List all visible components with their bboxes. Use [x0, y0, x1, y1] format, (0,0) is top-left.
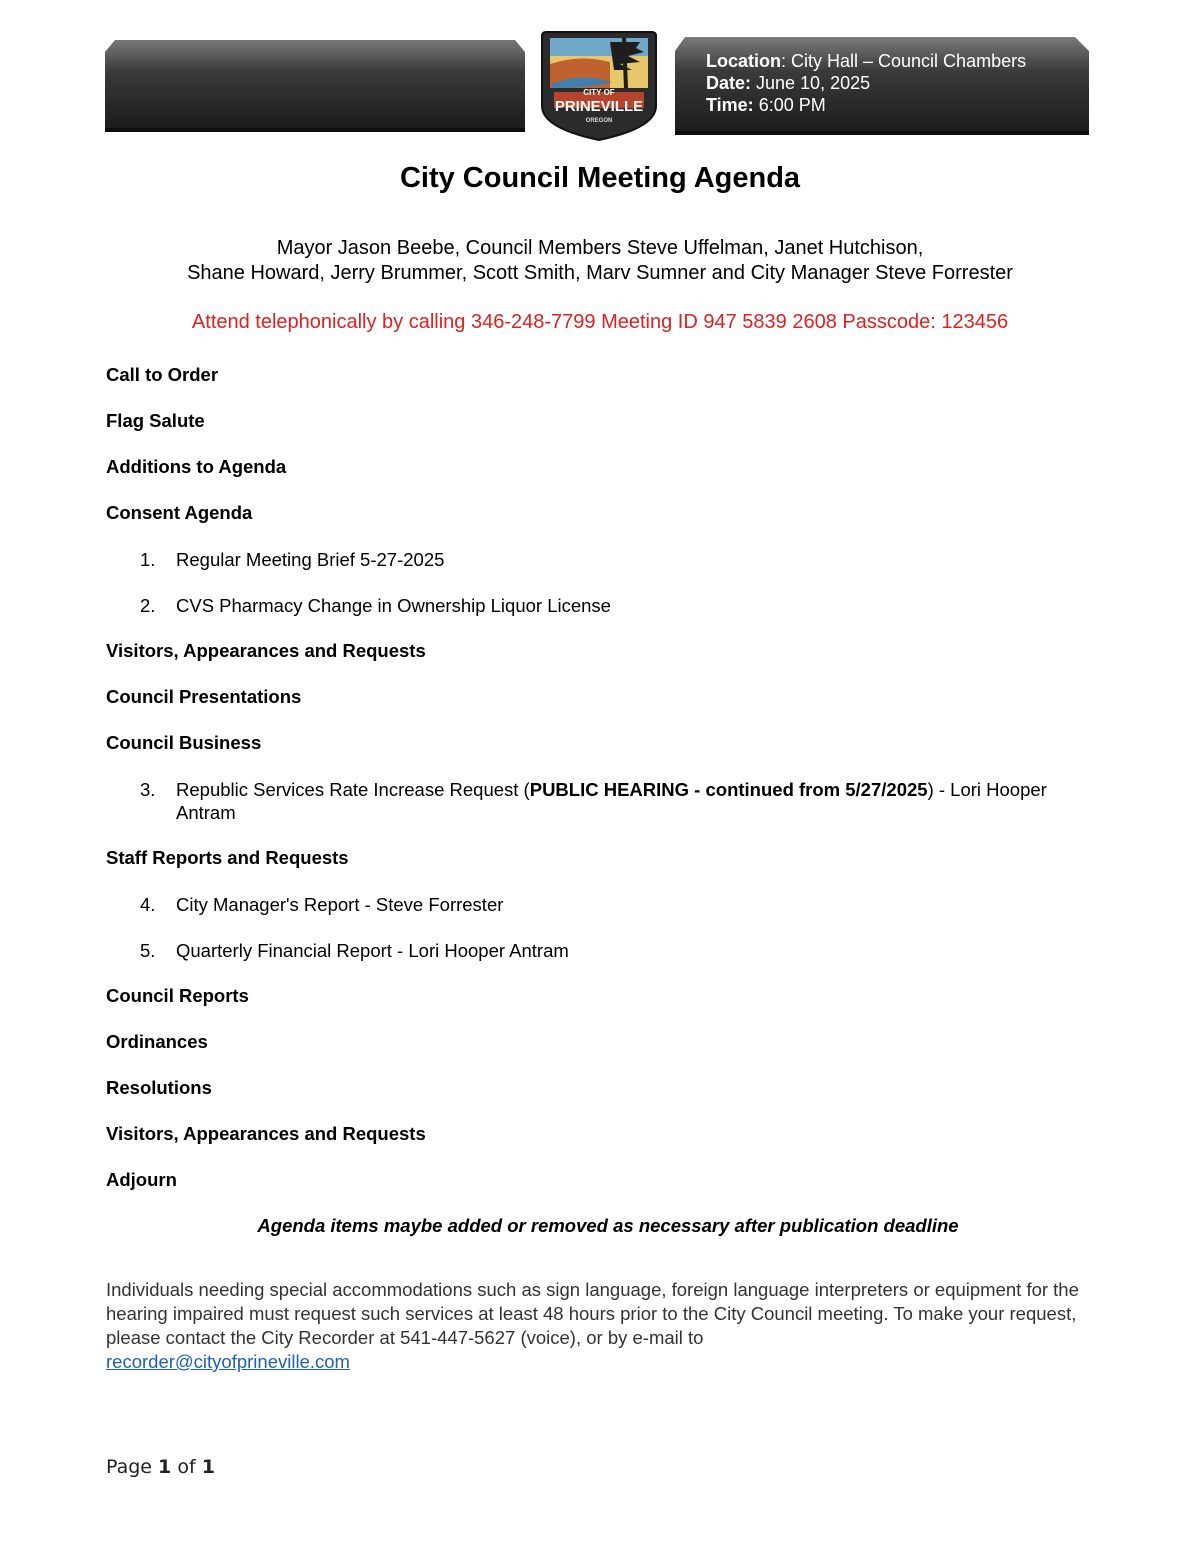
item-text-pre: Republic Services Rate Increase Request ( — [176, 779, 530, 800]
location-value: : City Hall – Council Chambers — [781, 51, 1027, 71]
location-label: Location — [706, 51, 781, 71]
section-call-to-order: Call to Order — [106, 364, 219, 385]
header-banner-left — [105, 40, 525, 132]
section-consent-agenda: Consent Agenda — [106, 502, 253, 523]
item-text: City Manager's Report - Steve Forrester — [176, 894, 504, 915]
page-word: Page — [106, 1456, 152, 1478]
logo-city-of: CITY OF — [583, 88, 615, 97]
section-council-business: Council Business — [106, 732, 262, 753]
item-text — [176, 778, 1056, 824]
date-label: Date: — [706, 73, 752, 93]
item-number: 2. — [140, 595, 156, 616]
section-council-presentations: Council Presentations — [106, 686, 302, 707]
location-line — [706, 50, 1026, 72]
item-number: 3. — [140, 779, 156, 800]
agenda-note: Agenda items maybe added or removed as necessary after publication deadline — [257, 1215, 959, 1236]
page-total: 1 — [201, 1456, 215, 1478]
time-label: Time: — [706, 95, 754, 115]
members-line-2: Shane Howard, Jerry Brummer, Scott Smith, Marv Sumner and City Manager Steve Forrester — [187, 262, 1013, 284]
section-visitors-1: Visitors, Appearances and Requests — [106, 640, 426, 661]
item-number: 5. — [140, 940, 156, 961]
item-text-post: ) - Lori Hooper Antram — [176, 779, 1047, 823]
section-visitors-2: Visitors, Appearances and Requests — [106, 1123, 426, 1144]
accommodations-text: Individuals needing special accommodations such as sign language, foreign language interpreters or equipment for the hearing impaired must request such services at least 48 hours prior to the City Council meeting. To make your request, please contact the City Recorder at 541-447-5627 (voice), or by e-mail to — [106, 1279, 1079, 1348]
item-text: Regular Meeting Brief 5-27-2025 — [176, 549, 445, 570]
section-resolutions: Resolutions — [106, 1077, 212, 1098]
item-text: Quarterly Financial Report - Lori Hooper Antram — [176, 940, 569, 961]
section-staff-reports: Staff Reports and Requests — [106, 847, 349, 868]
time-line — [706, 94, 1026, 116]
recorder-email-link[interactable]: recorder@cityofprineville.com — [106, 1351, 350, 1372]
time-value: 6:00 PM — [753, 95, 826, 115]
item-number: 4. — [140, 894, 156, 915]
city-logo — [540, 28, 658, 142]
council-members — [0, 236, 1200, 286]
logo-state: OREGON — [585, 118, 613, 124]
logo-city-name: PRINEVILLE — [554, 98, 644, 115]
page-number: 1 — [158, 1456, 172, 1478]
item-number: 1. — [140, 549, 156, 570]
section-flag-salute: Flag Salute — [106, 410, 205, 431]
item-text: CVS Pharmacy Change in Ownership Liquor License — [176, 595, 611, 616]
meeting-info — [706, 50, 1026, 116]
telephone-attendance: Attend telephonically by calling 346-248-7799 Meeting ID 947 5839 2608 Passcode: 123456 — [191, 311, 1009, 333]
section-council-reports: Council Reports — [106, 985, 249, 1006]
date-value: June 10, 2025 — [751, 73, 871, 93]
section-adjourn: Adjourn — [106, 1169, 177, 1190]
members-line-1: Mayor Jason Beebe, Council Members Steve Uffelman, Janet Hutchison, — [276, 237, 924, 259]
page-footer — [106, 1456, 215, 1478]
accommodations-notice — [106, 1278, 1096, 1374]
section-ordinances: Ordinances — [106, 1031, 208, 1052]
page-title: City Council Meeting Agenda — [399, 162, 801, 194]
public-hearing-label: PUBLIC HEARING - continued from 5/27/2025 — [529, 779, 928, 800]
of-word: of — [177, 1456, 196, 1478]
date-line — [706, 72, 1026, 94]
section-additions: Additions to Agenda — [106, 456, 287, 477]
